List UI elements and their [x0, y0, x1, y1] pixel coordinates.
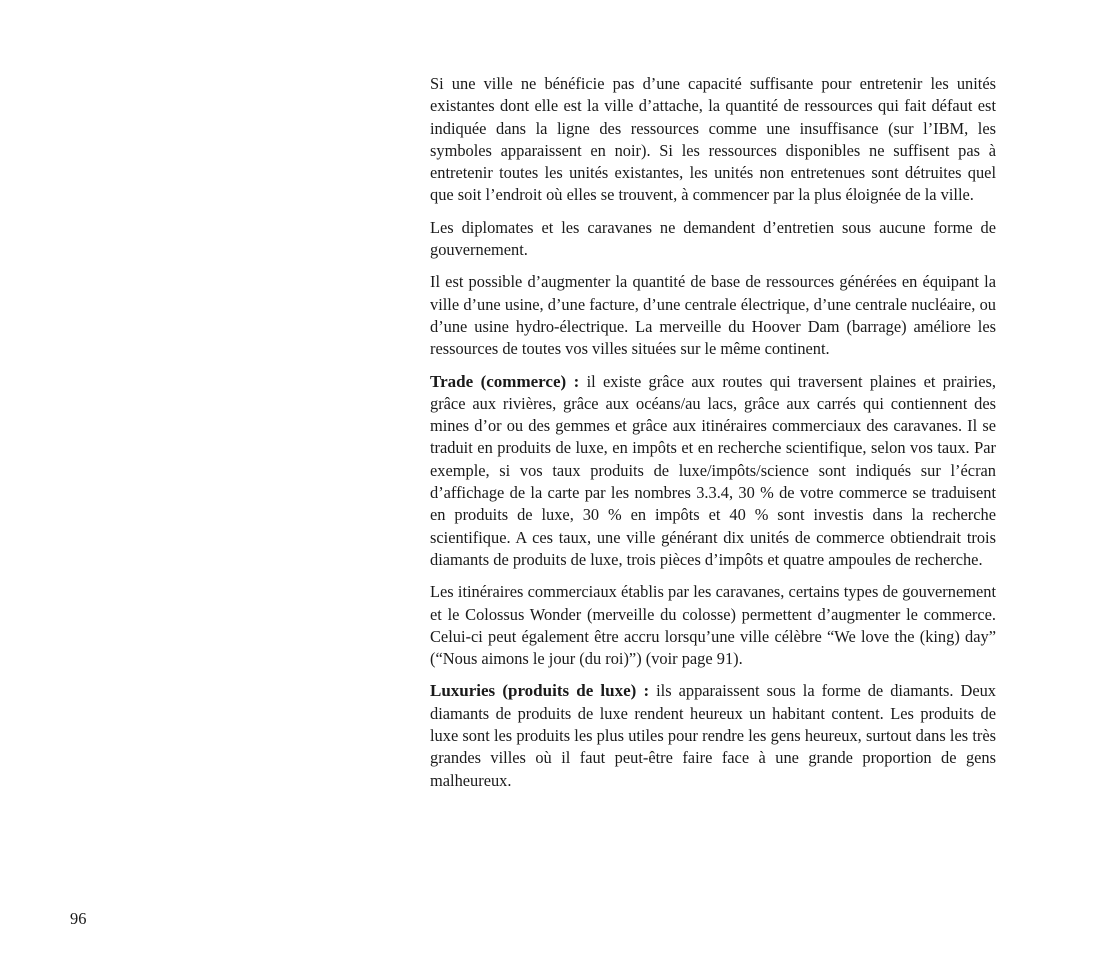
paragraph-text: Les itinéraires commerciaux établis par les caravanes, certains types de gouvernement et le Colossus Wonder (merveille du colosse) permettent d’augmenter le commerce. Celui-ci peut également être accru lorsqu’une ville célèbre “We love the (king) day” (“Nous aimons le jour (du roi)”) (voir page 91). — [430, 582, 996, 669]
paragraph-text: ils apparaissent sous la forme de diamants. Deux diamants de produits de luxe rendent heureux un habitant content. Les produits de luxe sont les produits les plus utiles pour rendre les gens heureux, surtout dans les très grandes villes où il faut peut-être faire face à une grande proportion de gens malheureux. — [430, 681, 996, 790]
paragraph-upkeep-shortfall — [430, 73, 996, 207]
paragraph-text: Si une ville ne bénéficie pas d’une capacité suffisante pour entretenir les unités existantes dont elle est la ville d’attache, la quantité de ressources qui fait défaut est indiquée dans la ligne des ressources comme une insuffisance (sur l’IBM, les symboles apparaissent en noir). Si les ressources disponibles ne suffisent pas à entretenir toutes les unités existantes, les unités non entretenues sont détruites quel que soit l’endroit où elles se trouvent, à commencer par la plus éloignée de la ville. — [430, 74, 996, 205]
page-number: 96 — [70, 909, 87, 928]
paragraph-diplomats-caravans — [430, 217, 996, 262]
paragraph-trade — [430, 371, 996, 572]
term-heading-luxuries: Luxuries (produits de luxe) : — [430, 681, 650, 701]
body-text — [430, 73, 996, 802]
paragraph-trade-routes — [430, 581, 996, 670]
paragraph-text: il existe grâce aux routes qui traversent plaines et prairies, grâce aux rivières, grâce aux océans/au lacs, grâce aux carrés qui contiennent des mines d’or ou des gemmes et grâce aux itinéraires commerciaux des caravanes. Il se traduit en produits de luxe, en impôts et en recherche scientifique, selon vos taux. Par exemple, si vos taux produits de luxe/impôts/science sont indiqués sur l’écran d’affichage de la carte par les nombres 3.3.4, 30 % de votre commerce se traduisent en produits de luxe, 30 % en impôts et 40 % sont investis dans la recherche scientifique. A ces taux, une ville générant dix unités de commerce obtiendrait trois diamants de produits de luxe, trois pièces d’impôts et quatre ampoules de recherche. — [430, 371, 996, 569]
paragraph-text: Il est possible d’augmenter la quantité de base de ressources générées en équipant la ville d’une usine, d’une facture, d’une centrale électrique, d’une centrale nucléaire, ou d’une usine hydro-électrique. La merveille du Hoover Dam (barrage) améliore les ressources de toutes vos villes situées sur le même continent. — [430, 272, 996, 359]
paragraph-increase-resources — [430, 271, 996, 360]
paragraph-text: Les diplomates et les caravanes ne demandent d’entretien sous aucune forme de gouvernement. — [430, 217, 996, 260]
paragraph-luxuries — [430, 680, 996, 791]
term-heading-trade: Trade (commerce) : — [430, 371, 580, 391]
